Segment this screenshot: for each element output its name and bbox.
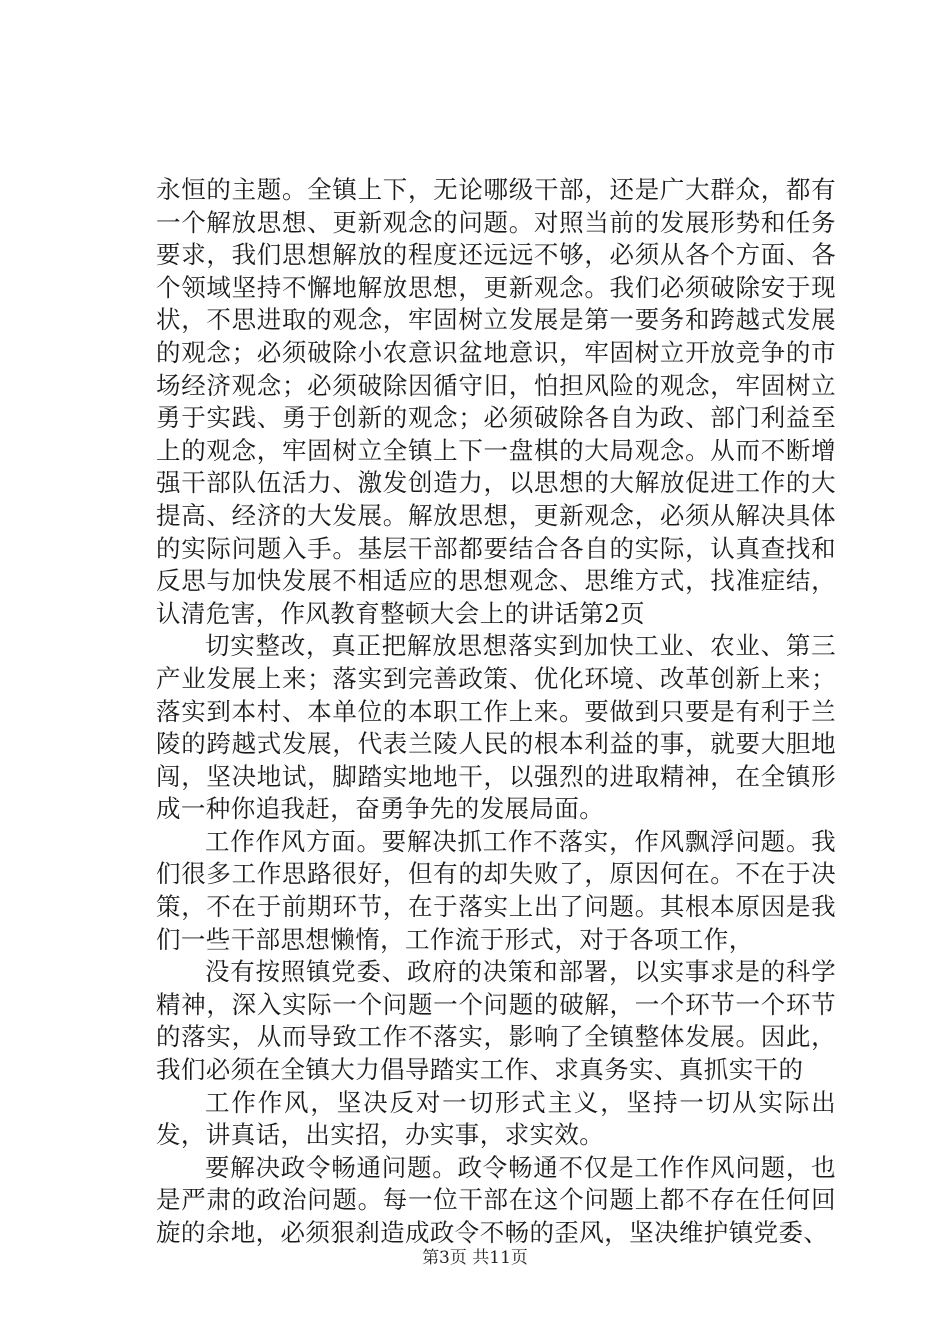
- paragraph-1: 永恒的主题。全镇上下，无论哪级干部，还是广大群众，都有一个解放思想、更新观念的问题。对照当前的发展形势和任务要求，我们思想解放的程度还远远不够，必须从各个方面、各个领域坚持不懈地解放思想，更新观念。我们必须破除安于现状，不思进取的观念，牢固树立发展是第一要务和跨越式发展的观念；必须破除小农意识盆地意识，牢固树立开放竞争的市场经济观念；必须破除因循守旧，怕担风险的观念，牢固树立勇于实践、勇于创新的观念；必须破除各自为政、部门利益至上的观念，牢固树立全镇上下一盘棋的大局观念。从而不断增强干部队伍活力、激发创造力，以思想的大解放促进工作的大提高、经济的大发展。解放思想，更新观念，必须从解决具体的实际问题入手。基层干部都要结合各自的实际，认真查找和反思与加快发展不相适应的思想观念、思维方式，找准症结，认清危害，作风教育整顿大会上的讲话第2页: [156, 175, 836, 628]
- page-number-footer: 第3页 共11页: [422, 1248, 528, 1268]
- paragraph-6: 要解决政令畅通问题。政令畅通不仅是工作作风问题，也是严肃的政治问题。每一位干部在这个问题上都不存在任何回旋的余地，必须狠刹造成政令不畅的歪风，坚决维护镇党委、: [156, 1152, 836, 1247]
- paragraph-5: 工作作风，坚决反对一切形式主义，坚持一切从实际出发，讲真话，出实招，办实事，求实效。: [156, 1087, 836, 1150]
- paragraph-4: 没有按照镇党委、政府的决策和部署，以实事求是的科学精神，深入实际一个问题一个问题的破解，一个环节一个环节的落实，从而导致工作不落实，影响了全镇整体发展。因此，我们必须在全镇大力倡导踏实工作、求真务实、真抓实干的: [156, 957, 836, 1085]
- paragraph-3: 工作作风方面。要解决抓工作不落实，作风飘浮问题。我们很多工作思路很好，但有的却失败了，原因何在。不在于决策，不在于前期环节，在于落实上出了问题。其根本原因是我们一些干部思想懒惰，工作流于形式，对于各项工作，: [156, 826, 836, 954]
- document-body: [156, 174, 836, 1250]
- paragraph-2: 切实整改，真正把解放思想落实到加快工业、农业、第三产业发展上来；落实到完善政策、优化环境、改革创新上来；落实到本村、本单位的本职工作上来。要做到只要是有利于兰陵的跨越式发展，代表兰陵人民的根本利益的事，就要大胆地闯，坚决地试，脚踏实地地干，以强烈的进取精神，在全镇形成一种你追我赶，奋勇争先的发展局面。: [156, 631, 836, 824]
